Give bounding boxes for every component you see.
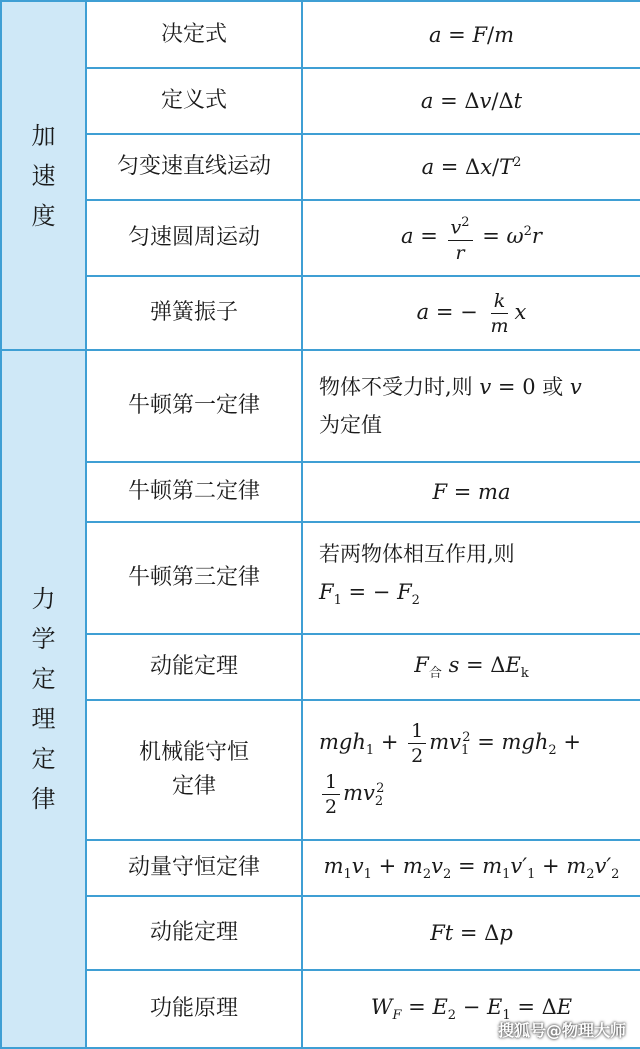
formula-cell: a = F/m (302, 1, 640, 68)
row-name: 决定式 (86, 1, 302, 68)
row-name-line: 定律 (171, 774, 216, 799)
row-name: 功能原理 (86, 970, 302, 1048)
category-char: 理 (31, 705, 56, 733)
formula-cell: $m_1v_1 + m_2v_2 = m_1v'_1 + m_2v'_2$ (302, 840, 640, 896)
table-row (1, 634, 640, 700)
formula-text: 为定值 (319, 413, 382, 437)
formula-cell: a = $\frac{v^2}{r}$ = $\omega^2r$ (302, 200, 640, 276)
formula-cell: mgh$_1$ + $\frac{1}{2}$ $mv_1^2 = mgh_2$ + $\frac{1}{2}$ $mv_2^2$ (302, 700, 640, 840)
table-row (1, 522, 640, 634)
formula-cell: F = ma (302, 462, 640, 522)
formula-cell: Ft = Δp (302, 896, 640, 970)
row-name: 牛顿第二定律 (86, 462, 302, 522)
table-row (1, 700, 640, 840)
row-name: 动量守恒定律 (86, 840, 302, 896)
table-row (1, 68, 640, 134)
category-char: 律 (31, 785, 56, 813)
table-row (1, 350, 640, 462)
formula-text: 若两物体相互作用,则 (319, 542, 515, 567)
watermark: 搜狐号@物理大师 (497, 1021, 626, 1040)
table-row (1, 276, 640, 350)
category-char: 学 (31, 625, 56, 653)
row-name: 牛顿第三定律 (86, 522, 302, 634)
category-acceleration (1, 1, 86, 350)
category-char: 度 (31, 201, 56, 230)
category-char: 力 (31, 585, 56, 613)
formula-cell: a = Δv/Δt (302, 68, 640, 134)
table-row (1, 462, 640, 522)
row-name: 动能定理 (86, 634, 302, 700)
table-row (1, 200, 640, 276)
row-name: 匀变速直线运动 (86, 134, 302, 200)
formula-cell: 若两物体相互作用,则 $F_1$ = − $F_2$ (302, 522, 640, 634)
formula-text: 或 (542, 375, 564, 399)
formula-cell: $W_F = E_2 - E_1 = \Delta E$ (302, 970, 640, 1048)
table-row (1, 896, 640, 970)
category-char: 加 (31, 121, 56, 150)
row-name: 弹簧振子 (86, 276, 302, 350)
table-row (1, 840, 640, 896)
formula-cell: 物体不受力时,则 v = 0 或 v 为定值 (302, 350, 640, 462)
row-name (86, 700, 302, 840)
table-row (1, 134, 640, 200)
formula-cell: $a = \Delta x/T^2$ (302, 134, 640, 200)
row-name: 动能定理 (86, 896, 302, 970)
formula-text: 合 (428, 666, 442, 682)
formula-cell: a = − $\frac{k}{m}$ x (302, 276, 640, 350)
formula-cell: $F_合$ $s = \Delta E_k$ (302, 634, 640, 700)
table-row (1, 1, 640, 68)
formula-text: 物体不受力时,则 (319, 375, 473, 399)
category-char: 定 (31, 745, 56, 773)
row-name: 牛顿第一定律 (86, 350, 302, 462)
row-name: 匀速圆周运动 (86, 200, 302, 276)
category-char: 定 (31, 665, 56, 693)
row-name: 定义式 (86, 68, 302, 134)
category-mechanics (1, 350, 86, 1048)
category-char: 速 (31, 161, 56, 190)
row-name-line: 机械能守恒 (138, 740, 249, 765)
